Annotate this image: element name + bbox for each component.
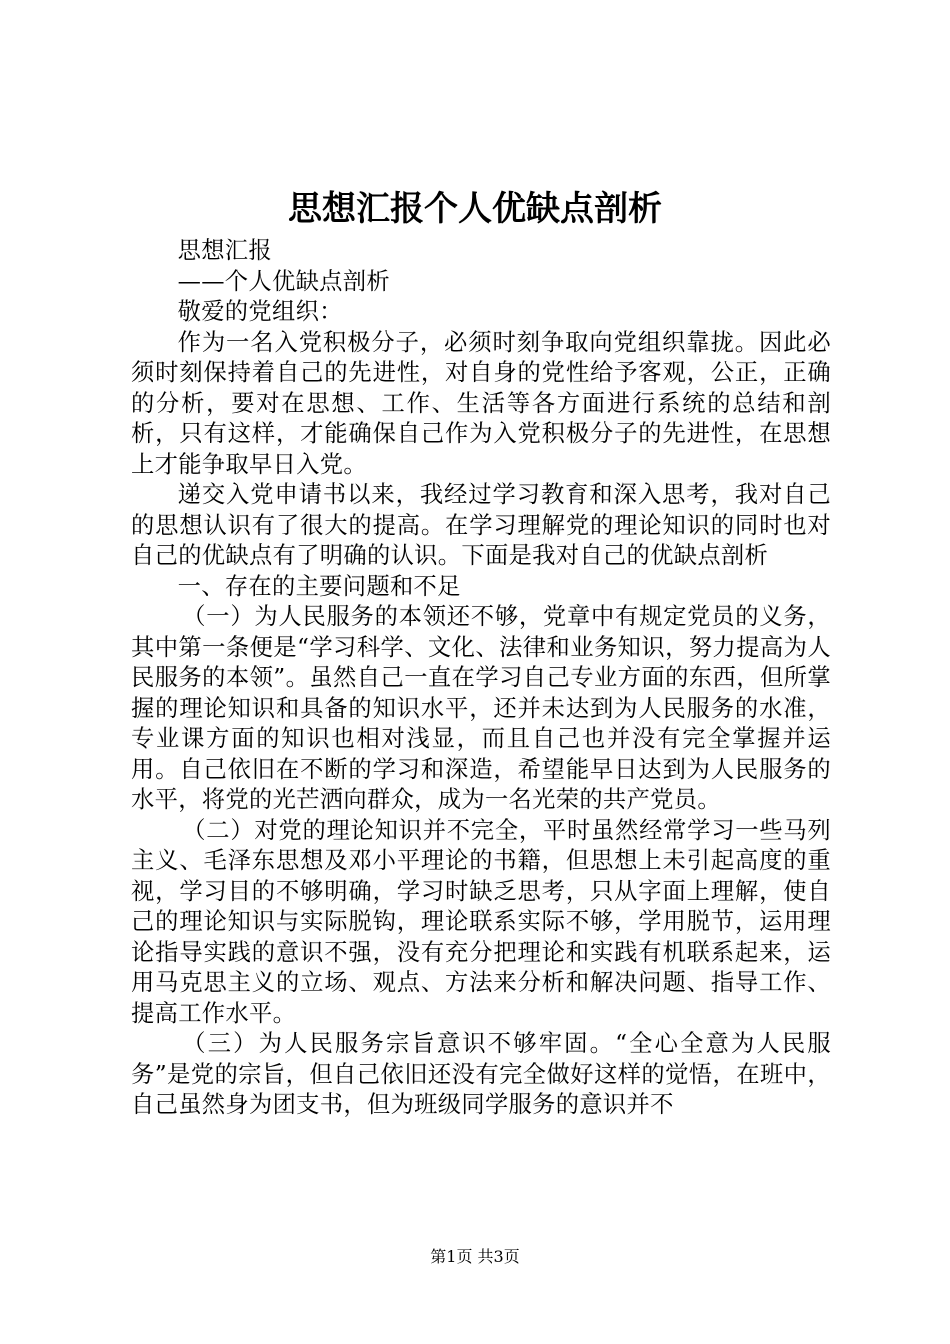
section-heading: 一、存在的主要问题和不足 [177,572,461,600]
paragraph-subheading: ——个人优缺点剖析 [177,267,390,295]
document-body [131,236,831,1121]
paragraph: 递交入党申请书以来，我经过学习教育和深入思考，我对自己的思想认识有了很大的提高。在学习理解党的理论知识的同时也对自己的优缺点有了明确的认识。下面是我对自己的优缺点剖析 [131,481,831,569]
document-title: 思想汇报个人优缺点剖析 [288,189,662,229]
paragraph: （一）为人民服务的本领还不够，党章中有规定党员的义务，其中第一条便是“学习科学、文化、法律和业务知识，努力提高为人民服务的本领”。虽然自己一直在学习自己专业方面的东西，但所掌握的理论知识和具备的知识水平，还并未达到为人民服务的水准，专业课方面的知识也相对浅显，而且自己也并没有完全掌握并运用。自己依旧在不断的学习和深造，希望能早日达到为人民服务的水平，将党的光芒洒向群众，成为一名光荣的共产党员。 [131,603,831,813]
paragraph-heading: 思想汇报 [177,237,272,264]
paragraph: 作为一名入党积极分子，必须时刻争取向党组织靠拢。因此必须时刻保持着自己的先进性，对自身的党性给予客观，公正，正确的分析，要对在思想、工作、生活等各方面进行系统的总结和剖析，只有这样，才能确保自己作为入党积极分子的先进性，在思想上才能争取早日入党。 [131,328,831,478]
paragraph-salutation: 敬爱的党组织： [177,298,343,325]
paragraph: （三）为人民服务宗旨意识不够牢固。“全心全意为人民服务”是党的宗旨，但自己依旧还没有完全做好这样的觉悟，在班中，自己虽然身为团支书，但为班级同学服务的意识并不 [131,1030,831,1118]
paragraph: （二）对党的理论知识并不完全，平时虽然经常学习一些马列主义、毛泽东思想及邓小平理论的书籍，但思想上未引起高度的重视，学习目的不够明确，学习时缺乏思考，只从字面上理解，使自己的理论知识与实际脱钩，理论联系实际不够，学用脱节，运用理论指导实践的意识不强，没有充分把理论和实践有机联系起来，运用马克思主义的立场、观点、方法来分析和解决问题、指导工作、提高工作水平。 [131,816,831,1027]
page-number-footer: 第1页 共3页 [430,1247,520,1266]
